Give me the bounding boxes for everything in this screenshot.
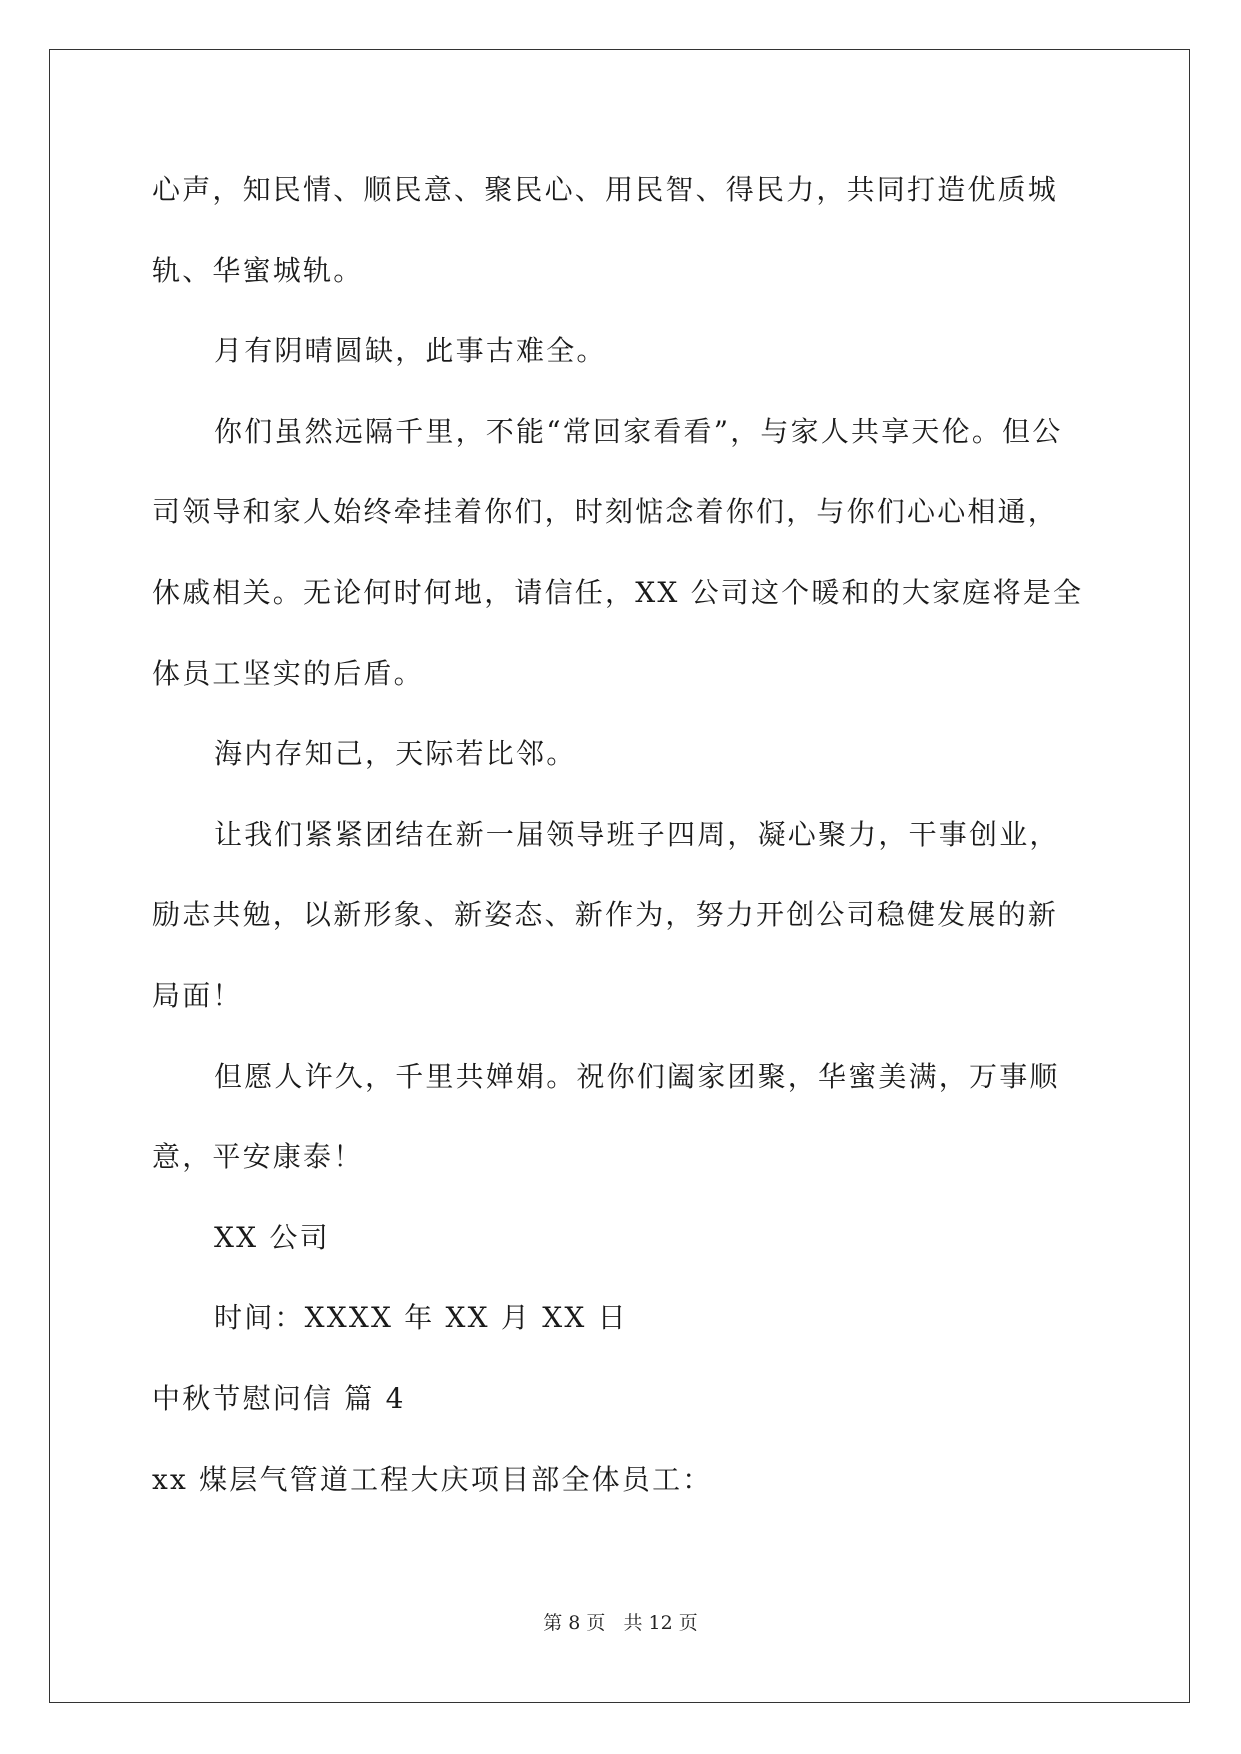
section-heading: 中秋节慰问信 篇 4 [152, 1381, 406, 1415]
text-line: 让我们紧紧团结在新一届领导班子四周，凝心聚力，干事创业， [214, 817, 1060, 851]
text-line: 但愿人许久，千里共婵娟。祝你们阖家团聚，华蜜美满，万事顺 [214, 1059, 1060, 1093]
text-line: 体员工坚实的后盾。 [152, 656, 424, 690]
text-line: 心声，知民情、顺民意、聚民心、用民智、得民力，共同打造优质城 [152, 173, 1059, 206]
text-line: 意，平安康泰！ [152, 1140, 364, 1174]
text-line: 局面！ [152, 978, 243, 1012]
text-line: 励志共勉，以新形象、新姿态、新作为，努力开创公司稳健发展的新 [152, 898, 1059, 932]
page-total: 共 12 页 [623, 1612, 698, 1634]
text-line: 月有阴晴圆缺，此事古难全。 [214, 334, 607, 368]
document-body [152, 150, 1092, 1520]
text-line: 休戚相关。无论何时何地，请信任，XX 公司这个暖和的大家庭将是全 [152, 575, 1084, 609]
text-line: 海内存知己，天际若比邻。 [214, 737, 577, 771]
page-footer [0, 1608, 1241, 1635]
signature-company: XX 公司 [214, 1220, 330, 1254]
text-line: 轨、华蜜城轨。 [152, 253, 364, 287]
salutation: xx 煤层气管道工程大庆项目部全体员工： [152, 1462, 713, 1496]
text-line: 你们虽然远隔千里，不能“常回家看看”，与家人共享天伦。但公 [214, 414, 1063, 448]
text-line: 司领导和家人始终牵挂着你们，时刻惦念着你们，与你们心心相通， [152, 495, 1059, 529]
signature-date: 时间：XXXX 年 XX 月 XX 日 [214, 1301, 628, 1335]
page-number: 第 8 页 [543, 1612, 606, 1634]
